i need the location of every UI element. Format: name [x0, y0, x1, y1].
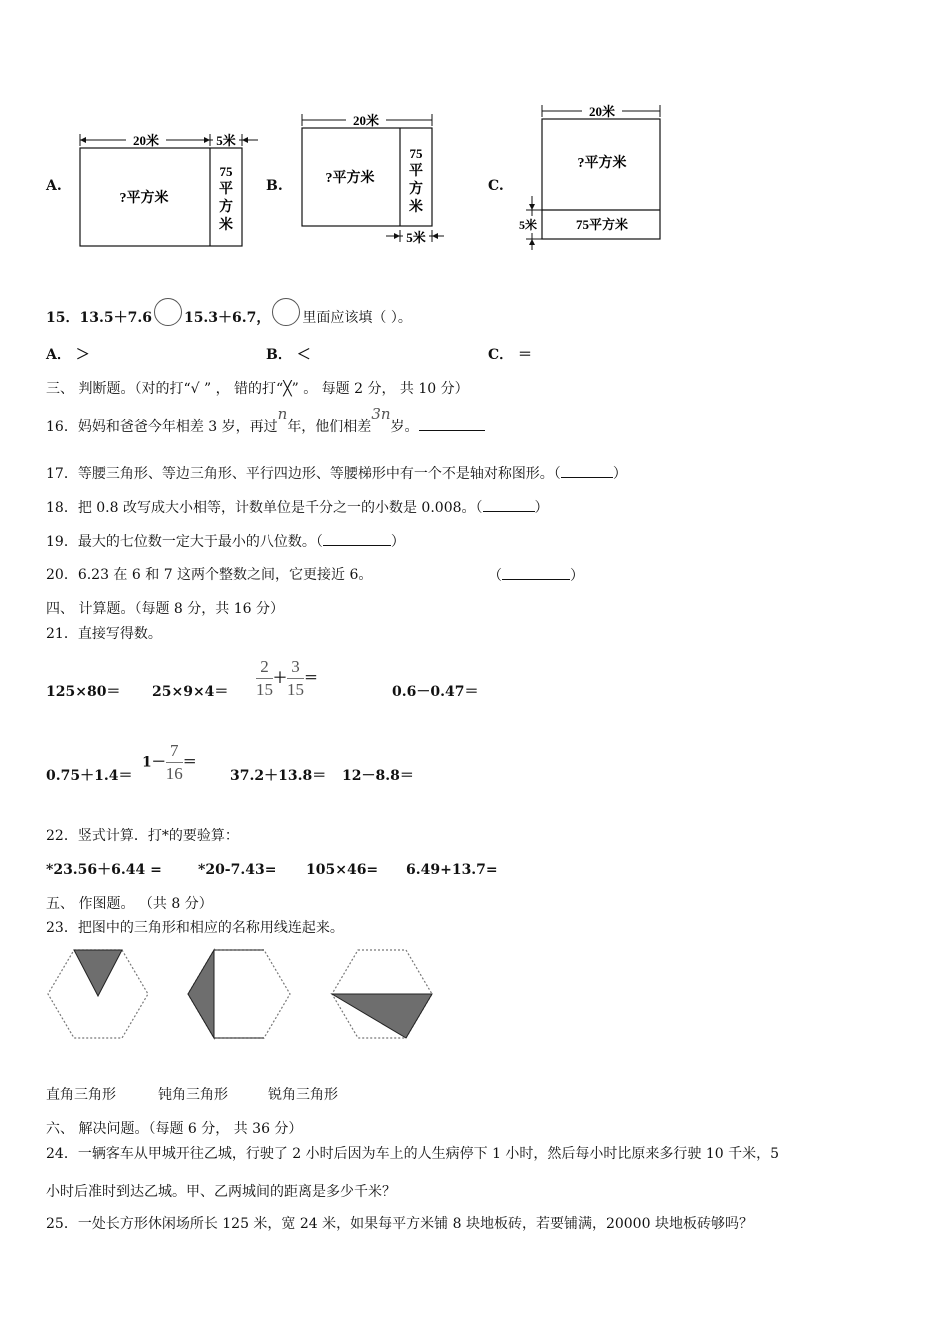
- question-17: 17．等腰三角形、等边三角形、平行四边形、等腰梯形中有一个不是轴对称图形。（ ）: [46, 463, 627, 484]
- figure-option-b: [296, 108, 456, 248]
- vertical-calc-1: *23.56＋6.44 =: [46, 862, 162, 878]
- hexagon-acute-triangle: [48, 950, 148, 1038]
- hexagon-figures: [44, 948, 444, 1042]
- dim-right-5: 5米: [216, 133, 236, 148]
- svg-text:75平方米: 75平方米: [575, 217, 629, 232]
- var-3n: 3n: [371, 405, 391, 423]
- svg-text:米: 米: [409, 200, 423, 215]
- figure-option-a: [74, 126, 264, 252]
- option-a-label: A.: [46, 178, 62, 194]
- answer-blank-19[interactable]: [323, 531, 391, 546]
- svg-text:5米: 5米: [406, 230, 426, 245]
- calc-25x9x4: 25×9×4＝: [152, 684, 229, 700]
- question-19: 19．最大的七位数一定大于最小的八位数。（ ）: [46, 531, 405, 552]
- option-c-label: C.: [488, 178, 504, 194]
- blank-circle[interactable]: [154, 298, 182, 326]
- section-5-title: 五、 作图题。 （共 8 分）: [46, 896, 213, 912]
- name-acute-triangle[interactable]: 锐角三角形: [268, 1087, 338, 1103]
- blank-circle-ref: [272, 298, 300, 326]
- dim-top-20: 20米: [132, 133, 160, 148]
- question-24-line1: 24．一辆客车从甲城开往乙城，行驶了 2 小时后因为车上的人生病停下 1 小时，然后每小时比原来多行驶 10 千米，5: [46, 1146, 780, 1162]
- question-16: 16．妈妈和爸爸今年相差 3 岁，再过n年，他们相差3n岁。: [46, 416, 485, 437]
- name-right-triangle[interactable]: 直角三角形: [46, 1087, 116, 1103]
- question-23-title: 23．把图中的三角形和相应的名称用线连起来。: [46, 920, 344, 936]
- svg-text:方: 方: [409, 182, 423, 197]
- svg-text:75: 75: [409, 146, 423, 161]
- svg-text:米: 米: [219, 218, 233, 233]
- calc-12-8.8: 12－8.8＝: [342, 768, 414, 784]
- name-obtuse-triangle[interactable]: 钝角三角形: [158, 1087, 228, 1103]
- svg-text:5米: 5米: [518, 218, 538, 232]
- question-18: 18．把 0.8 改写成大小相等，计数单位是千分之一的小数是 0.008。（ ）: [46, 497, 549, 518]
- question-22-title: 22．竖式计算．打*的要验算：: [46, 828, 239, 844]
- svg-text:平: 平: [409, 164, 423, 179]
- vertical-calc-2: *20-7.43=: [198, 862, 277, 878]
- option-b-label: B.: [266, 178, 283, 194]
- answer-blank-18[interactable]: [483, 497, 535, 512]
- svg-text:?平方米: ?平方米: [325, 171, 375, 186]
- section-6-title: 六、 解决问题。（每题 6 分， 共 36 分）: [46, 1121, 303, 1137]
- calc-0.6-0.47: 0.6－0.47＝: [392, 684, 479, 700]
- answer-paren-20: （ ）: [488, 565, 584, 586]
- calc-1-minus-fraction: 1－ $\frac{7}{16}$ ＝: [142, 741, 197, 783]
- q15-option-b[interactable]: B． ＜: [266, 347, 311, 363]
- q15-option-a[interactable]: A． ＞: [46, 347, 90, 363]
- figure-option-c: [514, 100, 674, 250]
- question-15: 15．13.5＋7.6 15.3＋6.7， 里面应该填（ ）。: [46, 298, 412, 328]
- area-unknown: ?平方米: [119, 191, 169, 206]
- q15-option-c[interactable]: C． ＝: [488, 347, 533, 363]
- answer-blank-17[interactable]: [561, 463, 613, 478]
- svg-text:20米: 20米: [588, 104, 616, 119]
- question-20: 20．6.23 在 6 和 7 这两个整数之间，它更接近 6。: [46, 567, 373, 583]
- calc-fraction-sum: $\frac{2}{15}$ ＋ $\frac{3}{15}$ ＝: [256, 657, 318, 699]
- question-24-line2: 小时后准时到达乙城。甲、乙两城间的距离是多少千米？: [46, 1184, 396, 1200]
- calc-0.75+1.4: 0.75＋1.4＝: [46, 768, 133, 784]
- svg-text:平: 平: [219, 182, 233, 197]
- hexagon-obtuse-triangle: [332, 950, 432, 1038]
- var-n: n: [277, 405, 288, 423]
- svg-text:20米: 20米: [352, 113, 380, 128]
- svg-text:?平方米: ?平方米: [577, 156, 627, 171]
- svg-text:方: 方: [219, 200, 233, 215]
- calc-37.2+13.8: 37.2＋13.8＝: [230, 768, 327, 784]
- question-21-title: 21．直接写得数。: [46, 626, 162, 642]
- svg-text:75: 75: [219, 164, 233, 179]
- vertical-calc-3: 105×46=: [306, 862, 379, 878]
- calc-125x80: 125×80＝: [46, 684, 121, 700]
- section-4-title: 四、 计算题。（每题 8 分，共 16 分）: [46, 601, 284, 617]
- answer-blank-16[interactable]: [419, 416, 485, 431]
- hexagon-right-triangle: [188, 950, 290, 1038]
- vertical-calc-4: 6.49+13.7=: [406, 862, 498, 878]
- section-3-title: 三、 判断题。（对的打“√ ” ， 错的打“╳” 。 每题 2 分， 共 10 分）: [46, 381, 469, 397]
- question-25: 25．一处长方形休闲场所长 125 米，宽 24 米，如果每平方米铺 8 块地板砖，若要铺满，20000 块地板砖够吗？: [46, 1216, 753, 1232]
- answer-blank-20[interactable]: [502, 565, 570, 580]
